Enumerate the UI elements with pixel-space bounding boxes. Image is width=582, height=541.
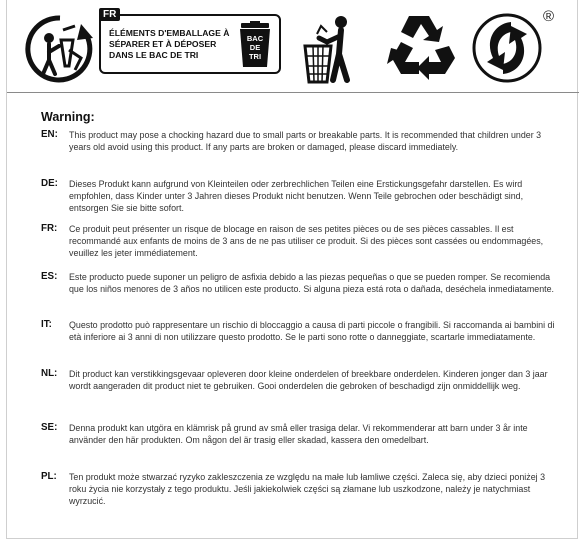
language-code: FR: [41,223,58,234]
language-code: DE: [41,178,58,189]
language-code: IT: [41,319,52,330]
warning-text: Ce produit peut présenter un risque de blocage en raison de ses petites pièces ou de ses pièces cassables. Il est recommandé aux enfants de moins de 3 ans de ne pas utiliser ce produit. Si des pièces sont cassées ou endommagées, veuillez les jeter immédiatement. [69,224,544,259]
warning-text: Ten produkt może stwarzać ryzyko zakleszczenia ze względu na małe lub łamliwe części. Zaleca się, aby dzieci poniżej 3 roku życia nie korzystały z tego produktu. Jeśli jakiekolwiek części są złamane lub uszkodzone, należy je natychmiast wyrzucić. [69,472,546,507]
warning-text: Questo prodotto può rappresentare un rischio di bloccaggio a causa di parti piccole o frangibili. Si raccomanda ai bambini di età inferiore ai 3 anni di non utilizzare questo prodotto. Se le parti sono rotte o danneggiate, scartarle immediatamente. [69,320,555,343]
green-dot-icon [471,12,543,84]
warning-text: Dit product kan verstikkingsgevaar opleveren door kleine onderdelen of breekbare onderdelen. Kinderen jonger dan 3 jaar wordt aangeraden dit product niet te gebruiken. Gooi onderdelen die gebroken of beschadigd zijn onmiddellijk weg. [69,369,548,392]
triman-icon [25,14,95,84]
svg-text:DE: DE [249,43,261,52]
fr-badge: FR [99,8,120,21]
language-code: ES: [41,271,58,282]
language-code: NL: [41,368,58,379]
warning-text: Dieses Produkt kann aufgrund von Kleinteilen oder zerbrechlichen Teilen eine Erstickungsgefahr darstellen. Es wird empfohlen, dass Kinder unter 3 Jahren dieses Produkt nicht benutzen. Wenn Teile gebrochen oder beschädigt sind, entsorgen Sie sie bitte sofort. [69,179,524,214]
label-sheet [6,0,578,539]
warning-text: Este producto puede suponer un peligro de asfixia debido a las piezas pequeñas o que se pueden romper. Se recomienda que los niños menores de 3 años no utilicen este producto. Si alguna pieza está rota o dañada, deséchela inmediatamente. [69,272,554,295]
svg-text:BAC: BAC [246,34,264,43]
recycling-icon-row [7,0,579,93]
language-code: SE: [41,422,58,433]
recycle-icon [383,10,457,84]
warning-text: This product may pose a chocking hazard due to small parts or breakable parts. It is recommended that children under 3 years old avoid using this product. If any parts are broken or damaged, please discard immediately. [69,130,542,153]
language-code: PL: [41,471,57,482]
info-tri-badge [99,9,281,74]
svg-text:TRI: TRI [248,52,262,61]
sorting-bin-icon [235,21,275,69]
warning-text: Denna produkt kan utgöra en klämrisk på grund av små eller trasiga delar. Vi rekommenderar att barn under 3 år inte använder den här produkten. Om någon del är trasig eller skadad, kassera den omedelbart. [69,423,528,446]
info-tri-text: ÉLÉMENTS D'EMBALLAGE À SÉPARER ET À DÉPOSER DANS LE BAC DE TRI [109,28,230,60]
registered-mark: ® [543,8,555,25]
tidyman-icon [297,12,367,84]
warning-title: Warning: [41,110,95,124]
language-code: EN: [41,129,58,140]
